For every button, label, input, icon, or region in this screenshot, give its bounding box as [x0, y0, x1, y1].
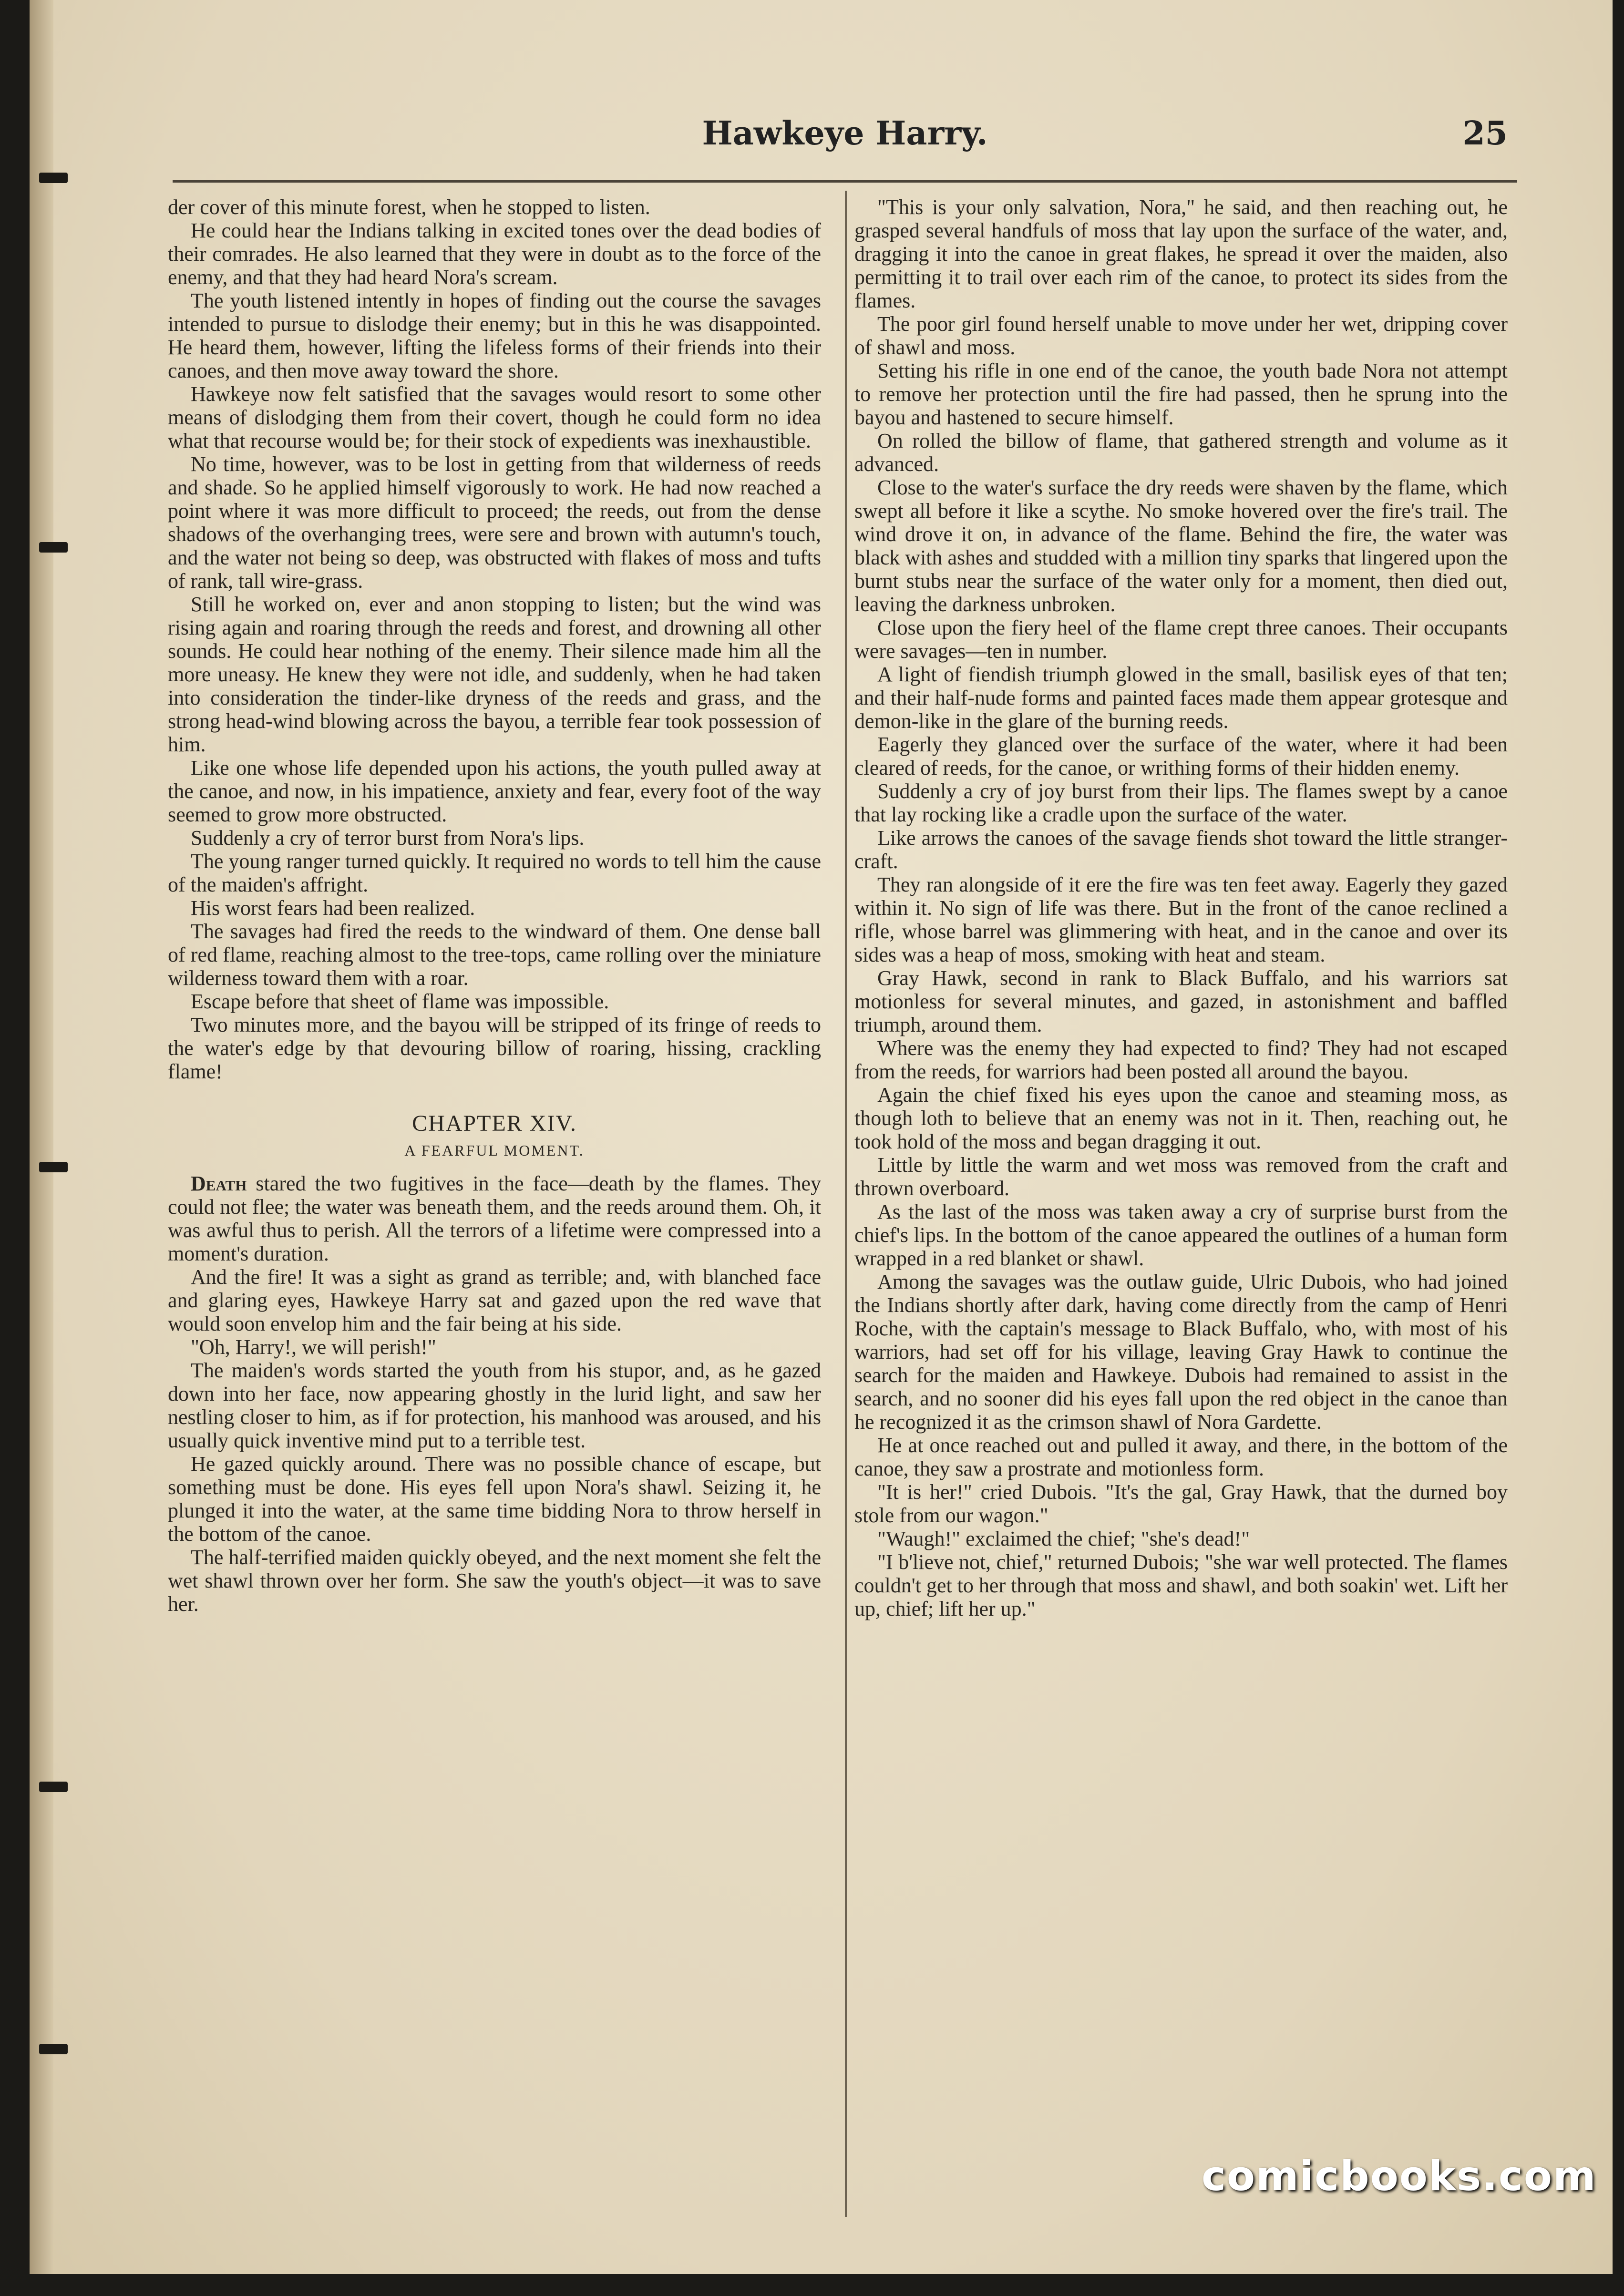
paragraph: His worst fears had been realized.	[191, 896, 475, 920]
paragraph: Suddenly a cry of terror burst from Nora's lips.	[191, 826, 585, 850]
staple-mark	[39, 173, 68, 183]
paragraph: der cover of this minute forest, when he stopped to listen.	[168, 195, 650, 219]
paragraph: Escape before that sheet of flame was impossible.	[191, 990, 609, 1013]
paragraph: Where was the enemy they had expected to find? They had not escaped from the reeds, for warriors had been posted all around the bayou.	[854, 1036, 1508, 1083]
left-column	[168, 195, 821, 1616]
paragraph: "I b'lieve not, chief," returned Dubois; "she war well protected. The flames couldn't get to her through that moss and shawl, and both soakin' wet. Lift her up, chief; lift her up."	[854, 1550, 1508, 1620]
paragraph: He could hear the Indians talking in excited tones over the dead bodies of their comrades. He also learned that they were in doubt as to the force of the enemy, and that they had heard Nora's scream.	[168, 219, 821, 289]
paragraph-text: stared the two fugitives in the face—death by the flames. They could not flee; the water was beneath them, and the reeds around them. Oh, it was awful thus to perish. All the terrors of a lifetime were compressed into a moment's duration.	[168, 1172, 821, 1265]
header-rule	[173, 180, 1517, 183]
paragraph: The poor girl found herself unable to move under her wet, dripping cover of shawl and moss.	[854, 312, 1508, 359]
paragraph: The young ranger turned quickly. It required no words to tell him the cause of the maiden's affright.	[168, 850, 821, 896]
paragraph: Gray Hawk, second in rank to Black Buffalo, and his warriors sat motionless for several minutes, and gazed, in astonishment and baffled triumph, around them.	[854, 966, 1508, 1036]
paragraph: Little by little the warm and wet moss was removed from the craft and thrown overboard.	[854, 1153, 1508, 1200]
staple-mark	[39, 1162, 68, 1172]
book-page	[30, 0, 1613, 2274]
paragraph: The maiden's words started the youth from his stupor, and, as he gazed down into her face, now appearing ghostly in the lurid light, and saw her nestling closer to him, as if for protection, his manhood was aroused, and his usually quick inventive mind put to a terrible test.	[168, 1359, 821, 1452]
paragraph: No time, however, was to be lost in getting from that wilderness of reeds and shade. So he applied himself vigorously to work. He had now reached a point where it was more difficult to proceed; the reeds, out from the dense shadows of the overhanging trees, were sere and brown with autumn's touch, and the water not being so deep, was obstructed with flakes of moss and tufts of rank, tall wire-grass.	[168, 452, 821, 593]
paragraph: Like one whose life depended upon his actions, the youth pulled away at the canoe, and now, in his impatience, anxiety and fear, every foot of the way seemed to grow more obstructed.	[168, 756, 821, 826]
paragraph: He at once reached out and pulled it away, and there, in the bottom of the canoe, they saw a prostrate and motionless form.	[854, 1434, 1508, 1480]
paragraph	[168, 1172, 821, 1265]
paragraph: "Waugh!" exclaimed the chief; "she's dead!"	[877, 1527, 1250, 1550]
page-header	[182, 114, 1508, 167]
paragraph: The savages had fired the reeds to the windward of them. One dense ball of red flame, reaching almost to the tree-tops, came rolling over the miniature wilderness toward them with a roar.	[168, 920, 821, 990]
staple-mark	[39, 2044, 68, 2054]
staple-mark	[39, 542, 68, 553]
drop-cap-word: Death	[191, 1172, 247, 1195]
paragraph: Close to the water's surface the dry reeds were shaven by the flame, which swept all before it like a scythe. No smoke hovered over the fire's trail. The wind drove it on, in advance of the flame. Behind the fire, the water was black with ashes and studded with a million tiny sparks that lingered upon the burnt stubs near the surface of the water only for a moment, then died out, leaving the darkness unbroken.	[854, 476, 1508, 616]
paragraph: Close upon the fiery heel of the flame crept three canoes. Their occupants were savages—ten in number.	[854, 616, 1508, 663]
page-number: 25	[1462, 114, 1508, 153]
paragraph: Again the chief fixed his eyes upon the canoe and steaming moss, as though loth to believe that an enemy was not in it. Then, reaching out, he took hold of the moss and began dragging it out.	[854, 1083, 1508, 1153]
paragraph: As the last of the moss was taken away a cry of surprise burst from the chief's lips. In the bottom of the canoe appeared the outlines of a human form wrapped in a red blanket or shawl.	[854, 1200, 1508, 1270]
paragraph: The half-terrified maiden quickly obeyed, and the next moment she felt the wet shawl thrown over her form. She saw the youth's object—it was to save her.	[168, 1546, 821, 1616]
paragraph: Among the savages was the outlaw guide, Ulric Dubois, who had joined the Indians shortly after dark, having come directly from the camp of Henri Roche, with the captain's message to Black Buffalo, who, with most of his warriors, had set off for his village, leaving Gray Hawk to continue the search for the maiden and Hawkeye. Dubois had remained to assist in the search, and no sooner did his eyes fall upon the red object in the canoe than he recognized it as the crimson shawl of Nora Gardette.	[854, 1270, 1508, 1434]
paragraph: "This is your only salvation, Nora," he said, and then reaching out, he grasped several handfuls of moss that lay upon the surface of the water, and, dragging it into the canoe in great flakes, he spread it over the maiden, also permitting it to trail over each rim of the canoe, to protect its sides from the flames.	[854, 195, 1508, 312]
chapter-subtitle: A FEARFUL MOMENT.	[404, 1142, 585, 1159]
paragraph: And the fire! It was a sight as grand as terrible; and, with blanched face and glaring eyes, Hawkeye Harry sat and gazed upon the red wave that would soon envelop him and the fair being at his side.	[168, 1265, 821, 1335]
paragraph: Still he worked on, ever and anon stopping to listen; but the wind was rising again and roaring through the reeds and forest, and drowning all other sounds. He could hear nothing of the enemy. Their silence made him all the more uneasy. He knew they were not idle, and suddenly, when he had taken into consideration the tinder-like dryness of the reeds and grass, and the strong head-wind blowing across the bayou, a terrible fear took possession of him.	[168, 593, 821, 756]
running-title: Hawkeye Harry.	[702, 114, 988, 153]
chapter-heading: CHAPTER XIV.	[412, 1111, 577, 1136]
column-divider	[845, 191, 847, 2217]
right-column	[854, 195, 1508, 1620]
paragraph: Suddenly a cry of joy burst from their lips. The flames swept by a canoe that lay rocking like a cradle upon the surface of the water.	[854, 779, 1508, 826]
paragraph: The youth listened intently in hopes of finding out the course the savages intended to pursue to dislodge their enemy; but in this he was disappointed. He heard them, however, lifting the lifeless forms of their friends into their canoes, and then move away toward the shore.	[168, 289, 821, 382]
paragraph: "It is her!" cried Dubois. "It's the gal, Gray Hawk, that the durned boy stole from our wagon."	[854, 1480, 1508, 1527]
paragraph: They ran alongside of it ere the fire was ten feet away. Eagerly they gazed within it. No sign of life was there. But in the front of the canoe reclined a rifle, whose barrel was glimmering with heat, and in the canoe and over its sides was a heap of moss, smoking with heat and steam.	[854, 873, 1508, 966]
paragraph: Hawkeye now felt satisfied that the savages would resort to some other means of dislodging them from their covert, though he could form no idea what that recourse would be; for their stock of expedients was inexhaustible.	[168, 382, 821, 452]
watermark-logo: comicbooks.com	[1202, 2152, 1597, 2200]
paragraph: Setting his rifle in one end of the canoe, the youth bade Nora not attempt to remove her protection until the fire had passed, then he sprung into the bayou and hastened to secure himself.	[854, 359, 1508, 429]
paragraph: Two minutes more, and the bayou will be stripped of its fringe of reeds to the water's edge by that devouring billow of roaring, hissing, crackling flame!	[168, 1013, 821, 1083]
paragraph: A light of fiendish triumph glowed in the small, basilisk eyes of that ten; and their half-nude forms and painted faces made them appear grotesque and demon-like in the glare of the burning reeds.	[854, 663, 1508, 733]
paragraph: Eagerly they glanced over the surface of the water, where it had been cleared of reeds, for the canoe, or writhing forms of their hidden enemy.	[854, 733, 1508, 779]
paragraph: On rolled the billow of flame, that gathered strength and volume as it advanced.	[854, 429, 1508, 476]
paragraph: He gazed quickly around. There was no possible chance of escape, but something must be done. His eyes fell upon Nora's shawl. Seizing it, he plunged it into the water, at the same time bidding Nora to throw herself in the bottom of the canoe.	[168, 1452, 821, 1546]
page-spine	[30, 0, 53, 2274]
paragraph: Like arrows the canoes of the savage fiends shot toward the little stranger-craft.	[854, 826, 1508, 873]
paragraph: "Oh, Harry!, we will perish!"	[191, 1335, 436, 1359]
staple-mark	[39, 1782, 68, 1792]
